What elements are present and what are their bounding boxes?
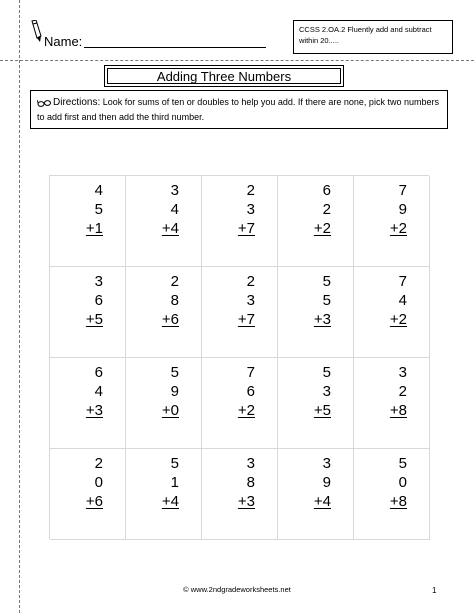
problem-cell: [126, 358, 202, 449]
header-dashed-rule: [0, 60, 474, 61]
directions-box: [30, 90, 448, 129]
problem-addend-first: 5: [322, 273, 331, 290]
problem-addend-second: 4: [398, 292, 407, 309]
problem-addend-first: 5: [322, 364, 331, 381]
problem-addend-first: 7: [398, 182, 407, 199]
problem-addend-second: 2: [398, 383, 407, 400]
pencil-icon: [30, 20, 44, 44]
problem-cell: [278, 176, 354, 267]
problem-cell: [50, 358, 126, 449]
problem-addend-third: +0: [161, 402, 179, 419]
problem-addend-third: +7: [237, 220, 255, 237]
problem-cell: [278, 449, 354, 540]
problem-addend-third: +1: [85, 220, 103, 237]
problem-addend-third: +5: [85, 311, 103, 328]
problem-cell: [278, 267, 354, 358]
problem-addend-first: 5: [170, 455, 179, 472]
problem-addend-first: 3: [94, 273, 103, 290]
problem-addend-first: 6: [94, 364, 103, 381]
problem-cell: [50, 267, 126, 358]
glasses-icon: [37, 98, 51, 108]
problem-cell: [354, 449, 430, 540]
problem-addend-second: 4: [94, 383, 103, 400]
problem-addend-second: 6: [246, 383, 255, 400]
problem-addend-second: 9: [170, 383, 179, 400]
problem-cell: [278, 358, 354, 449]
problem-addend-second: 8: [246, 474, 255, 491]
problem-addend-second: 3: [246, 292, 255, 309]
problem-addend-first: 3: [322, 455, 331, 472]
problem-cell: [50, 449, 126, 540]
problem-cell: [354, 267, 430, 358]
problem-addend-first: 3: [398, 364, 407, 381]
page-number: 1: [432, 586, 437, 595]
problem-addend-first: 2: [94, 455, 103, 472]
problem-addend-third: +4: [161, 220, 179, 237]
directions-label: Directions:: [53, 97, 101, 108]
problem-addend-third: +2: [389, 311, 407, 328]
problem-cell: [126, 449, 202, 540]
problem-addend-third: +6: [85, 493, 103, 510]
copyright-footer: © www.2ndgradeworksheets.net: [183, 585, 291, 594]
problem-cell: [202, 176, 278, 267]
problem-addend-second: 3: [246, 201, 255, 218]
problem-addend-third: +2: [313, 220, 331, 237]
problem-addend-third: +3: [85, 402, 103, 419]
standard-box: CCSS 2.OA.2 Fluently add and subtract within 20.....: [293, 20, 453, 54]
problem-addend-third: +2: [389, 220, 407, 237]
problem-addend-first: 7: [398, 273, 407, 290]
problem-addend-first: 5: [170, 364, 179, 381]
problem-addend-third: +6: [161, 311, 179, 328]
title-box: [104, 65, 344, 87]
problem-addend-second: 3: [322, 383, 331, 400]
problem-addend-first: 2: [170, 273, 179, 290]
problem-cell: [354, 176, 430, 267]
problem-addend-third: +8: [389, 402, 407, 419]
problem-addend-second: 2: [322, 201, 331, 218]
problem-addend-third: +2: [237, 402, 255, 419]
problem-addend-first: 5: [398, 455, 407, 472]
problem-addend-third: +5: [313, 402, 331, 419]
margin-dashed-line: [19, 0, 20, 613]
problem-addend-third: +4: [313, 493, 331, 510]
directions-text: Look for sums of ten or doubles to help you add. If there are none, pick two numbers to add first and then add the third number.: [37, 97, 439, 122]
problem-addend-third: +8: [389, 493, 407, 510]
problem-addend-second: 9: [322, 474, 331, 491]
problem-addend-third: +4: [161, 493, 179, 510]
problem-addend-second: 0: [94, 474, 103, 491]
problem-cell: [126, 267, 202, 358]
problem-addend-first: 2: [246, 182, 255, 199]
problem-addend-third: +7: [237, 311, 255, 328]
problem-cell: [50, 176, 126, 267]
problem-cell: [126, 176, 202, 267]
name-label: Name:: [44, 34, 83, 49]
problem-addend-first: 3: [246, 455, 255, 472]
problem-addend-second: 1: [170, 474, 179, 491]
problem-addend-first: 4: [94, 182, 103, 199]
problem-addend-second: 5: [322, 292, 331, 309]
problem-addend-second: 6: [94, 292, 103, 309]
problem-addend-first: 7: [246, 364, 255, 381]
problem-grid: [49, 175, 429, 539]
problem-cell: [202, 449, 278, 540]
page-title: Adding Three Numbers: [107, 68, 341, 84]
problem-addend-first: 2: [246, 273, 255, 290]
problem-addend-first: 6: [322, 182, 331, 199]
problem-cell: [202, 358, 278, 449]
problem-addend-second: 4: [170, 201, 179, 218]
problem-cell: [202, 267, 278, 358]
problem-cell: [354, 358, 430, 449]
name-line[interactable]: [84, 47, 266, 48]
problem-addend-second: 9: [398, 201, 407, 218]
problem-addend-second: 5: [94, 201, 103, 218]
problem-addend-first: 3: [170, 182, 179, 199]
problem-addend-second: 0: [398, 474, 407, 491]
problem-addend-third: +3: [313, 311, 331, 328]
problem-addend-second: 8: [170, 292, 179, 309]
problem-addend-third: +3: [237, 493, 255, 510]
